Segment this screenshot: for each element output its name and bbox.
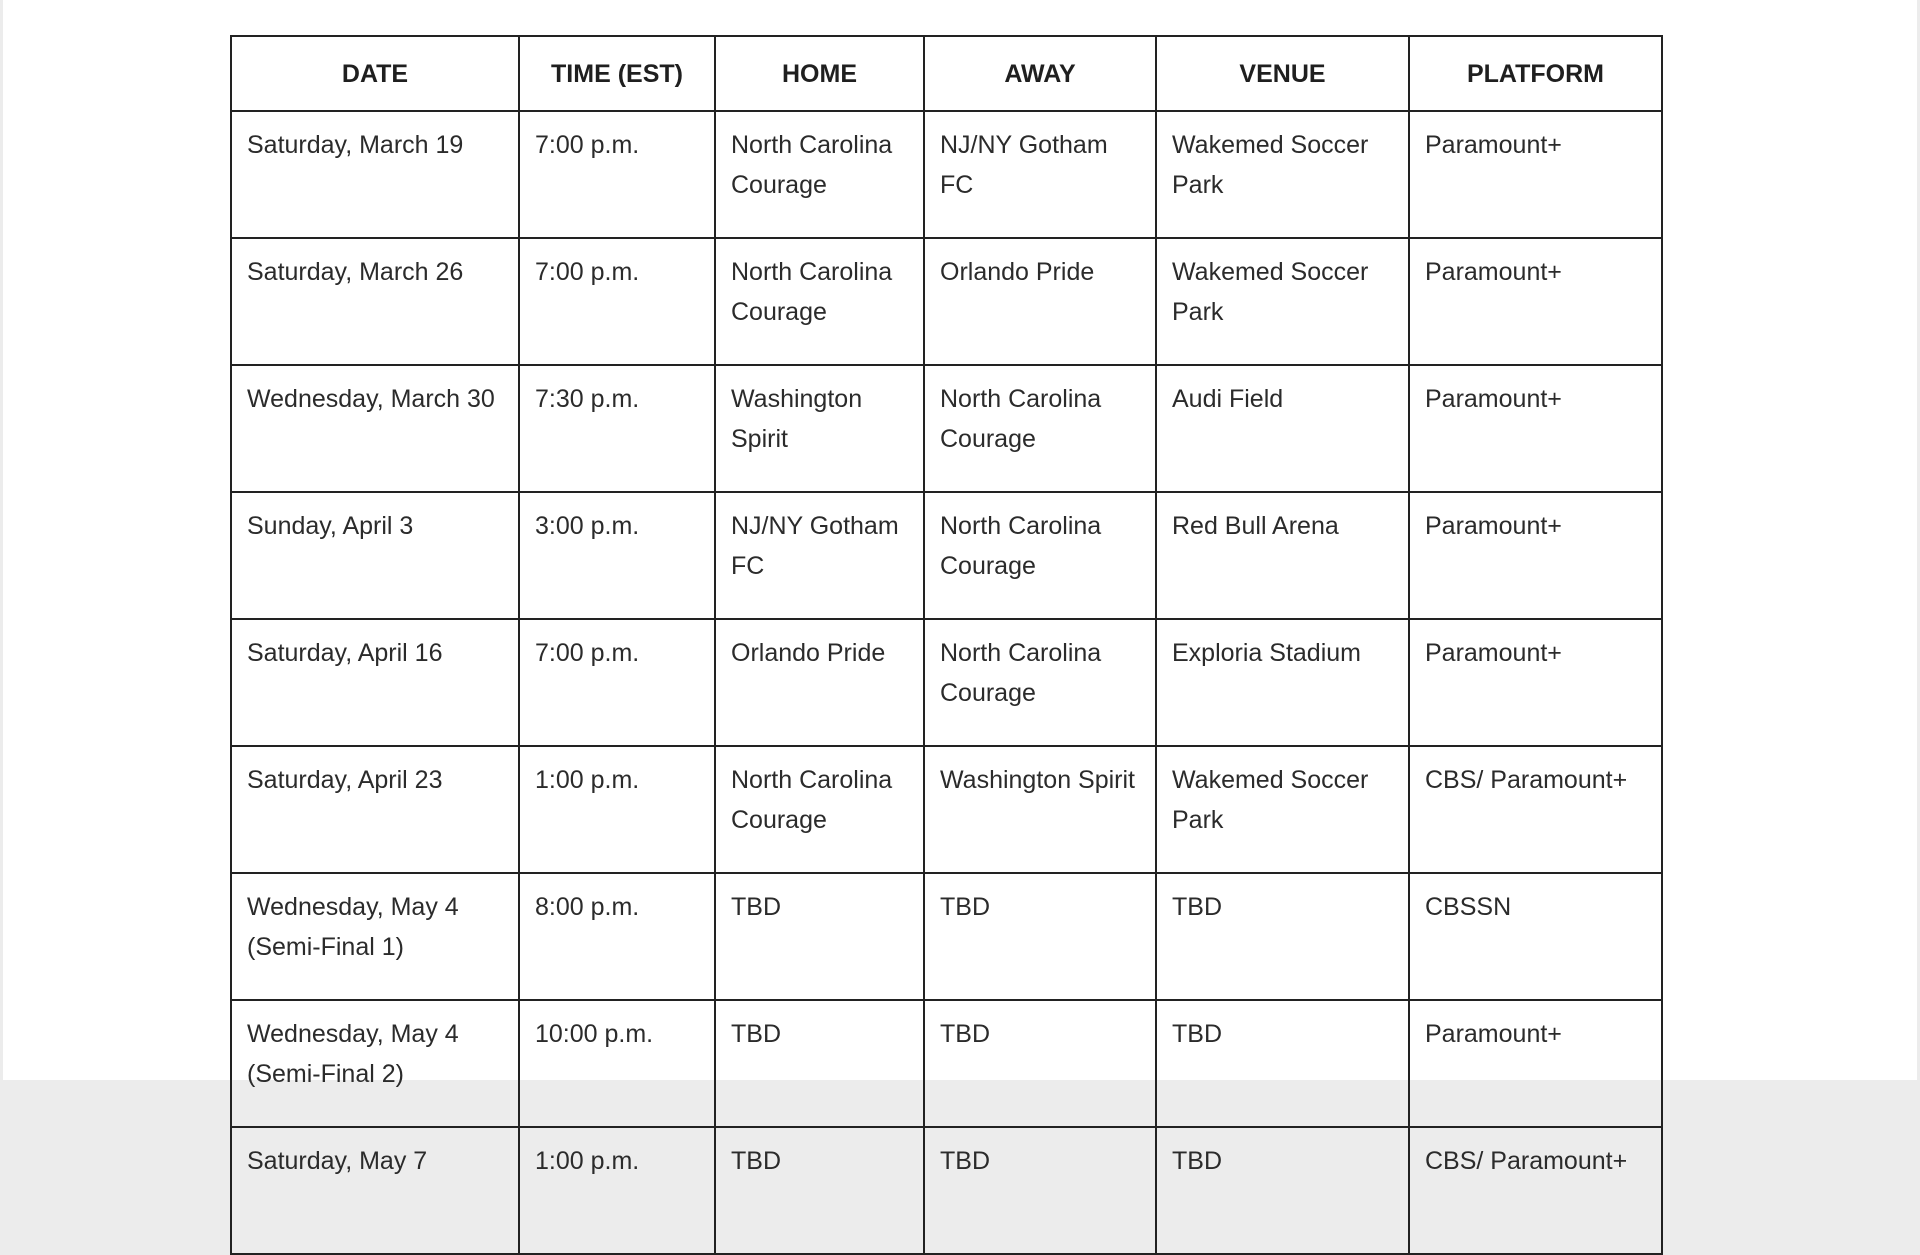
platform-cell: Paramount+ xyxy=(1409,619,1662,746)
away-cell: Washington Spirit xyxy=(924,746,1156,873)
date-text: Saturday, April 16 xyxy=(247,639,443,667)
date-text: Saturday, April 23 xyxy=(247,766,443,794)
platform-cell: CBS/ Paramount+ xyxy=(1409,746,1662,873)
time-cell: 7:00 p.m. xyxy=(519,238,715,365)
time-cell: 7:30 p.m. xyxy=(519,365,715,492)
away-cell: TBD xyxy=(924,1000,1156,1127)
table-row xyxy=(231,492,1662,619)
platform-cell: Paramount+ xyxy=(1409,492,1662,619)
date-cell xyxy=(231,1127,519,1254)
time-cell: 7:00 p.m. xyxy=(519,619,715,746)
time-cell: 10:00 p.m. xyxy=(519,1000,715,1127)
home-cell: Orlando Pride xyxy=(715,619,924,746)
date-text: Wednesday, May 4 xyxy=(247,1020,459,1048)
home-cell: TBD xyxy=(715,1000,924,1127)
venue-cell: TBD xyxy=(1156,1127,1409,1254)
platform-cell: CBSSN xyxy=(1409,873,1662,1000)
time-cell: 1:00 p.m. xyxy=(519,746,715,873)
header-venue: VENUE xyxy=(1156,36,1409,111)
date-note: (Semi-Final 1) xyxy=(247,933,404,961)
time-cell: 8:00 p.m. xyxy=(519,873,715,1000)
venue-cell: Audi Field xyxy=(1156,365,1409,492)
platform-cell: Paramount+ xyxy=(1409,365,1662,492)
home-cell: TBD xyxy=(715,873,924,1000)
date-text: Wednesday, March 30 xyxy=(247,385,495,413)
date-cell xyxy=(231,492,519,619)
table-row xyxy=(231,111,1662,238)
home-cell: NJ/NY Gotham FC xyxy=(715,492,924,619)
header-time: TIME (EST) xyxy=(519,36,715,111)
date-cell xyxy=(231,619,519,746)
venue-cell: Red Bull Arena xyxy=(1156,492,1409,619)
date-cell xyxy=(231,873,519,1000)
date-note: (Semi-Final 2) xyxy=(247,1060,404,1088)
header-row xyxy=(231,36,1662,111)
away-cell: TBD xyxy=(924,873,1156,1000)
date-cell xyxy=(231,746,519,873)
date-text: Saturday, March 19 xyxy=(247,131,464,159)
away-cell: North Carolina Courage xyxy=(924,619,1156,746)
table-row xyxy=(231,873,1662,1000)
home-cell: North Carolina Courage xyxy=(715,238,924,365)
away-cell: TBD xyxy=(924,1127,1156,1254)
away-cell: North Carolina Courage xyxy=(924,492,1156,619)
header-platform: PLATFORM xyxy=(1409,36,1662,111)
schedule-table xyxy=(230,35,1663,1255)
table-row xyxy=(231,746,1662,873)
table-row xyxy=(231,1127,1662,1254)
venue-cell: Exploria Stadium xyxy=(1156,619,1409,746)
document-page xyxy=(3,0,1917,1175)
time-cell: 1:00 p.m. xyxy=(519,1127,715,1254)
home-cell: North Carolina Courage xyxy=(715,746,924,873)
away-cell: Orlando Pride xyxy=(924,238,1156,365)
date-cell xyxy=(231,238,519,365)
header-date: DATE xyxy=(231,36,519,111)
date-cell xyxy=(231,365,519,492)
date-text: Saturday, May 7 xyxy=(247,1147,428,1175)
venue-cell: TBD xyxy=(1156,873,1409,1000)
platform-cell: Paramount+ xyxy=(1409,238,1662,365)
home-cell: North Carolina Courage xyxy=(715,111,924,238)
home-cell: TBD xyxy=(715,1127,924,1254)
time-cell: 7:00 p.m. xyxy=(519,111,715,238)
date-text: Sunday, April 3 xyxy=(247,512,414,540)
table-row xyxy=(231,1000,1662,1127)
venue-cell: TBD xyxy=(1156,1000,1409,1127)
date-text: Saturday, March 26 xyxy=(247,258,464,286)
time-cell: 3:00 p.m. xyxy=(519,492,715,619)
date-text: Wednesday, May 4 xyxy=(247,893,459,921)
platform-cell: CBS/ Paramount+ xyxy=(1409,1127,1662,1254)
header-away: AWAY xyxy=(924,36,1156,111)
table-row xyxy=(231,238,1662,365)
venue-cell: Wakemed Soccer Park xyxy=(1156,746,1409,873)
header-home: HOME xyxy=(715,36,924,111)
venue-cell: Wakemed Soccer Park xyxy=(1156,111,1409,238)
platform-cell: Paramount+ xyxy=(1409,111,1662,238)
away-cell: North Carolina Courage xyxy=(924,365,1156,492)
table-row xyxy=(231,619,1662,746)
date-cell xyxy=(231,111,519,238)
home-cell: Washington Spirit xyxy=(715,365,924,492)
venue-cell: Wakemed Soccer Park xyxy=(1156,238,1409,365)
date-cell xyxy=(231,1000,519,1127)
away-cell: NJ/NY Gotham FC xyxy=(924,111,1156,238)
table-row xyxy=(231,365,1662,492)
platform-cell: Paramount+ xyxy=(1409,1000,1662,1127)
